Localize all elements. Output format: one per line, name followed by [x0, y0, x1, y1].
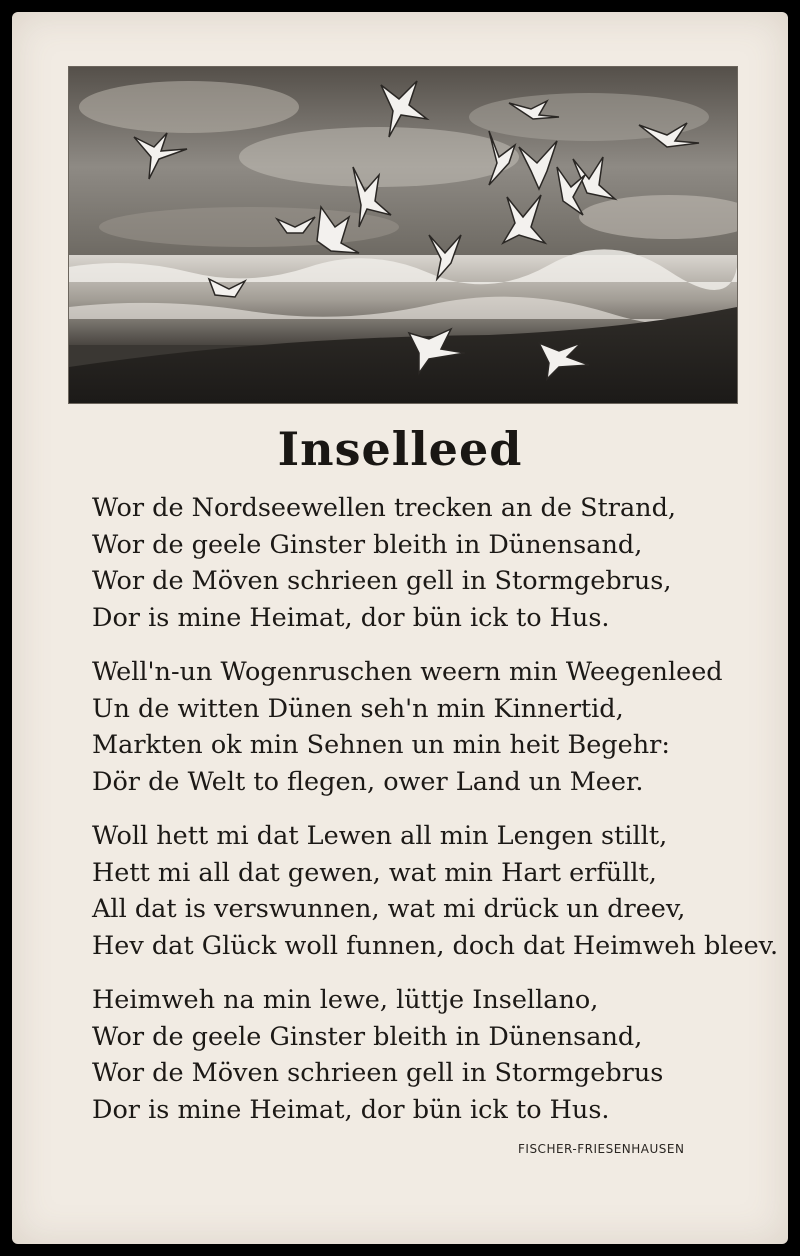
poem-line: All dat is verswunnen, wat mi drück un dreev, [92, 894, 686, 924]
seagulls-beach-photo [68, 66, 738, 404]
poem-title: Inselleed [277, 422, 523, 476]
poem-line: Hett mi all dat gewen, wat min Hart erfüllt, [92, 857, 657, 888]
photo-illustration [69, 67, 737, 403]
poem-line: Hev dat Glück woll funnen, doch dat Heimweh bleev. [92, 930, 779, 961]
poem-line: Markten ok min Sehnen un min heit Begehr: [92, 730, 670, 760]
poem-line: Heimweh na min lewe, lüttje Insellano, [92, 985, 599, 1015]
poem-line: Wor de geele Ginster bleith in Dünensand, [92, 529, 643, 560]
poem-line: Un de witten Dünen seh'n min Kinnertid, [92, 693, 624, 724]
stanza-2 [92, 654, 752, 800]
publisher-credit: FISCHER-FRIESENHAUSEN [518, 1142, 685, 1156]
poem-line: Wor de geele Ginster bleith in Dünensand, [92, 1021, 643, 1052]
poem-line: Dor is mine Heimat, dor bün ick to Hus. [92, 1094, 610, 1125]
poem-line: Wor de Nordseewellen trecken an de Strand, [92, 493, 677, 523]
postcard [12, 12, 788, 1244]
poem-line: Dör de Welt to flegen, ower Land un Meer. [92, 766, 644, 797]
stanza-4 [92, 982, 752, 1128]
poem-line: Wor de Möven schrieen gell in Stormgebrus [92, 1058, 664, 1088]
poem-line: Well'n-un Wogenruschen weern min Weegenleed [92, 657, 723, 687]
stanza-1 [92, 490, 752, 636]
poem-line: Dor is mine Heimat, dor bün ick to Hus. [92, 602, 610, 633]
poem-line: Woll hett mi dat Lewen all min Lengen stillt, [92, 821, 668, 851]
poem-line: Wor de Möven schrieen gell in Stormgebrus, [92, 566, 672, 596]
poem-body [92, 490, 779, 1146]
stanza-3 [92, 818, 779, 964]
